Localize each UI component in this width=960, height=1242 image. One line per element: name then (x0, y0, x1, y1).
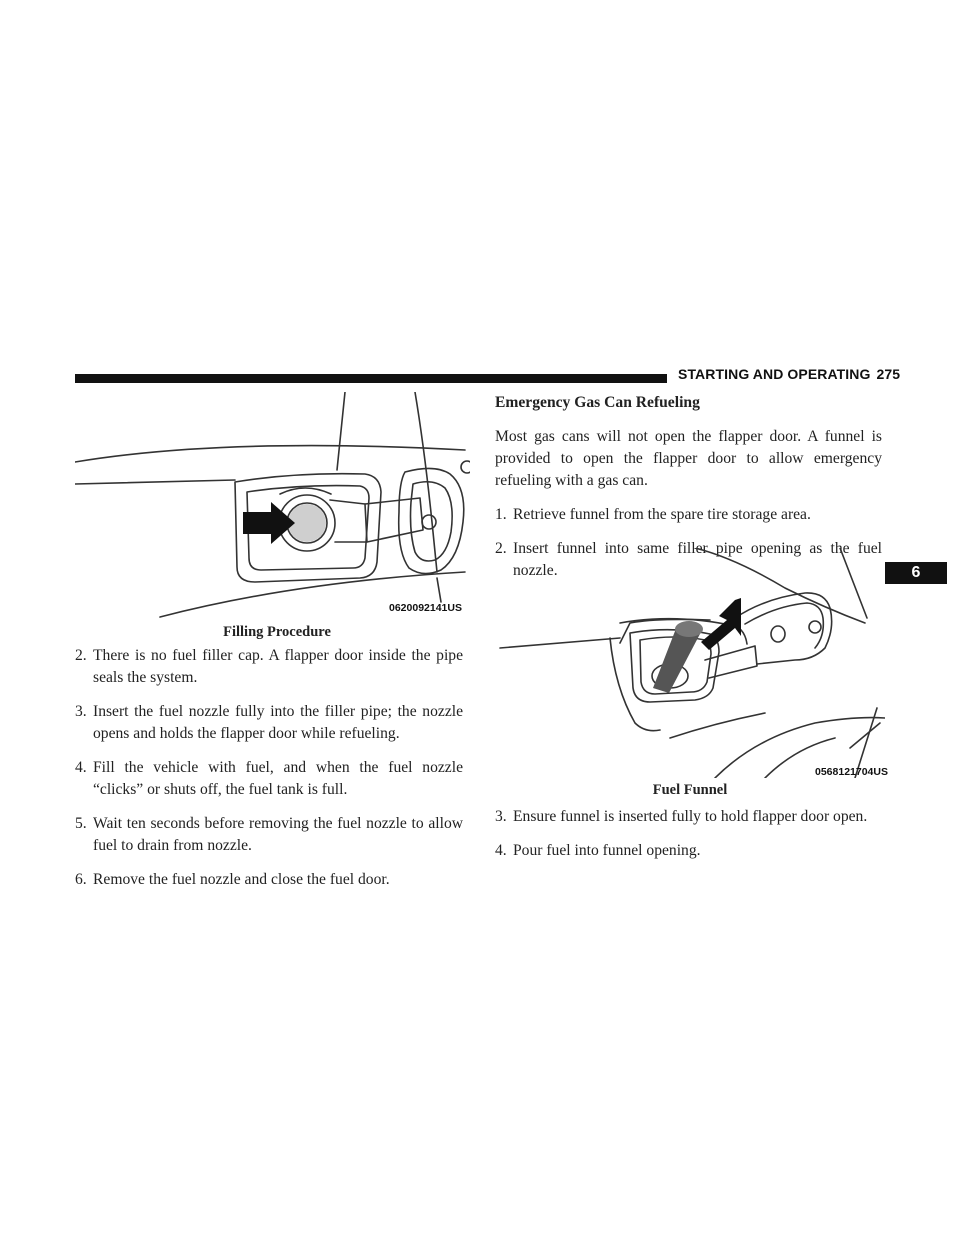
funnel-illustration (495, 548, 885, 778)
figure-code: 0568121704US (815, 766, 888, 778)
list-item: 3. Insert the fuel nozzle fully into the filler pipe; the nozzle opens and holds the flapper door while refueling. (75, 703, 463, 742)
fuel-door-illustration (75, 392, 470, 622)
running-header (678, 366, 900, 382)
emergency-steps-list-continued (495, 806, 882, 862)
left-column (75, 645, 463, 903)
list-item: 2. There is no fuel filler cap. A flapper door inside the pipe seals the system. (75, 647, 463, 686)
arrow-icon (243, 502, 295, 544)
right-column-bottom (495, 806, 882, 874)
list-item: 2. Insert funnel into same filler pipe opening as the fuel nozzle. (495, 540, 882, 579)
list-item: 3. Ensure funnel is inserted fully to hold flapper door open. (495, 808, 868, 825)
filling-steps-list (75, 645, 463, 891)
section-title: STARTING AND OPERATING (678, 366, 871, 382)
header-rule (75, 374, 667, 383)
filling-procedure-figure (75, 392, 470, 622)
intro-paragraph: Most gas cans will not open the flapper door. A funnel is provided to open the flapper door to allow emergency refueling with a gas can. (495, 428, 882, 489)
list-item: 4. Fill the vehicle with fuel, and when the fuel nozzle “clicks” or shuts off, the fuel tank is full. (75, 759, 463, 798)
list-item: 5. Wait ten seconds before removing the fuel nozzle to allow fuel to drain from nozzle. (75, 815, 463, 854)
list-item: 1. Retrieve funnel from the spare tire storage area. (495, 506, 811, 523)
list-item: 6. Remove the fuel nozzle and close the fuel door. (75, 871, 390, 888)
figure-caption-filling: Filling Procedure (223, 624, 331, 640)
fuel-funnel-figure (495, 548, 888, 778)
figure-caption-funnel: Fuel Funnel (652, 782, 728, 798)
figure-code: 0620092141US (389, 602, 462, 614)
list-item: 4. Pour fuel into funnel opening. (495, 842, 701, 859)
chapter-tab: 6 (885, 562, 947, 584)
page-number: 275 (876, 366, 901, 382)
section-heading: Emergency Gas Can Refueling (495, 394, 700, 411)
